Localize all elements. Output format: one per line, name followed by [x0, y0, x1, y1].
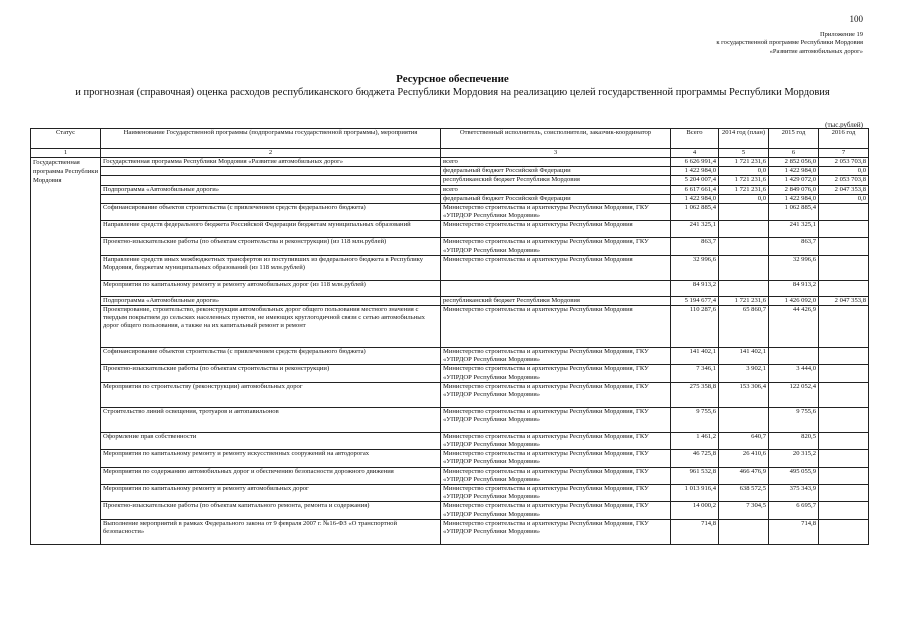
resp-cell: Министерство строительства и архитектуры Республики Мордовия — [441, 255, 671, 280]
name-cell: Проектно-изыскательские работы (по объектам строительства и реконструкции) — [101, 365, 441, 382]
y2014-cell: 1 721 231,6 — [719, 158, 769, 167]
y2016-cell — [819, 382, 869, 407]
total-cell: 9 755,6 — [671, 407, 719, 432]
y2015-cell: 863,7 — [769, 238, 819, 255]
total-cell: 5 204 007,4 — [671, 176, 719, 185]
y2015-cell: 495 055,9 — [769, 467, 819, 484]
y2014-cell: 466 476,9 — [719, 467, 769, 484]
y2014-cell: 0,0 — [719, 167, 769, 176]
total-cell: 1 013 916,4 — [671, 485, 719, 502]
name-cell: Направление средств федерального бюджета Российской Федерации бюджетам муниципальных образований — [101, 221, 441, 238]
resp-cell: Министерство строительства и архитектуры Республики Мордовия, ГКУ «УПРДОР Республики Мордовия» — [441, 432, 671, 449]
resp-cell: Министерство строительства и архитектуры Республики Мордовия, ГКУ «УПРДОР Республики Мордовия» — [441, 467, 671, 484]
name-cell: Софинансирование объектов строительства (с привлечением средств федерального бюджета) — [101, 204, 441, 221]
header-2015: 2015 год — [769, 129, 819, 149]
resp-cell: федеральный бюджет Российской Федерации — [441, 167, 671, 176]
column-number: 7 — [819, 149, 869, 158]
total-cell: 275 358,8 — [671, 382, 719, 407]
units-label: (тыс.рублей) — [825, 121, 863, 129]
y2016-cell — [819, 280, 869, 296]
header-name: Наименование Государственной программы (подпрограммы государственной программы), мероприятия — [101, 129, 441, 149]
y2014-cell — [719, 280, 769, 296]
name-cell — [101, 167, 441, 176]
y2015-cell: 1 062 885,4 — [769, 204, 819, 221]
resp-cell: Министерство строительства и архитектуры Республики Мордовия, ГКУ «УПРДОР Республики Мордовия» — [441, 485, 671, 502]
y2016-cell — [819, 450, 869, 467]
y2016-cell — [819, 407, 869, 432]
total-cell: 141 402,1 — [671, 348, 719, 365]
table-row — [31, 221, 869, 238]
y2014-cell — [719, 255, 769, 280]
y2015-cell — [769, 348, 819, 365]
column-number: 3 — [441, 149, 671, 158]
header-2014: 2014 год (план) — [719, 129, 769, 149]
resp-cell: Министерство строительства и архитектуры Республики Мордовия, ГКУ «УПРДОР Республики Мордовия» — [441, 502, 671, 519]
y2016-cell: 2 053 703,8 — [819, 158, 869, 167]
table-row — [31, 450, 869, 467]
name-cell: Подпрограмма «Автомобильные дороги» — [101, 296, 441, 305]
y2014-cell: 153 306,4 — [719, 382, 769, 407]
y2015-cell: 9 755,6 — [769, 407, 819, 432]
appendix-line-3: «Развитие автомобильных дорог» — [769, 47, 863, 55]
total-cell: 110 287,6 — [671, 306, 719, 348]
table-row — [31, 296, 869, 305]
y2015-cell: 32 996,6 — [769, 255, 819, 280]
y2014-cell: 3 902,1 — [719, 365, 769, 382]
total-cell: 1 422 984,0 — [671, 167, 719, 176]
resp-cell: Министерство строительства и архитектуры Республики Мордовия, ГКУ «УПРДОР Республики Мордовия» — [441, 238, 671, 255]
y2016-cell — [819, 485, 869, 502]
y2015-cell: 1 429 072,0 — [769, 176, 819, 185]
status-cell: Государственная программа Республики Мордовия — [31, 158, 101, 545]
name-cell: Направление средств иных межбюджетных трансфертов из поступивших из федерального бюджета в Республику Мордовия, бюджетам муниципальных образований (из 118 млн.рублей) — [101, 255, 441, 280]
appendix-line-2: к государственной программе Республики Мордовия — [716, 39, 863, 47]
y2015-cell: 714,8 — [769, 519, 819, 544]
name-cell: Оформление прав собственности — [101, 432, 441, 449]
y2016-cell: 2 047 353,8 — [819, 185, 869, 194]
y2014-cell: 640,7 — [719, 432, 769, 449]
y2014-cell: 7 304,5 — [719, 502, 769, 519]
total-cell: 7 346,1 — [671, 365, 719, 382]
y2016-cell: 0,0 — [819, 167, 869, 176]
column-number: 2 — [101, 149, 441, 158]
y2015-cell: 3 444,0 — [769, 365, 819, 382]
header-2016: 2016 год — [819, 129, 869, 149]
table-row — [31, 467, 869, 484]
y2014-cell: 65 860,7 — [719, 306, 769, 348]
name-cell: Строительство линий освещения, тротуаров и автопавильонов — [101, 407, 441, 432]
appendix-note — [716, 31, 863, 56]
total-cell: 32 996,6 — [671, 255, 719, 280]
header-total: Всего — [671, 129, 719, 149]
resp-cell — [441, 280, 671, 296]
table-row — [31, 502, 869, 519]
y2016-cell — [819, 365, 869, 382]
table-row — [31, 158, 869, 167]
table-row — [31, 185, 869, 194]
y2014-cell: 26 410,6 — [719, 450, 769, 467]
total-cell: 6 626 991,4 — [671, 158, 719, 167]
y2016-cell: 0,0 — [819, 194, 869, 203]
table-row — [31, 194, 869, 203]
y2014-cell — [719, 407, 769, 432]
resp-cell: Министерство строительства и архитектуры Республики Мордовия — [441, 221, 671, 238]
appendix-line-1: Приложение 19 — [819, 31, 863, 38]
resp-cell: федеральный бюджет Российской Федерации — [441, 194, 671, 203]
name-cell: Выполнение мероприятий в рамках Федерального закона от 9 февраля 2007 г. №16-ФЗ «О транспортной безопасности» — [101, 519, 441, 544]
y2016-cell: 2 047 353,8 — [819, 296, 869, 305]
document-subtitle: и прогнозная (справочная) оценка расходов республиканского бюджета Республики Мордовия на реализацию целей государственной программы Республики Мордовия — [75, 87, 830, 98]
table-row — [31, 407, 869, 432]
y2015-cell: 44 426,9 — [769, 306, 819, 348]
name-cell: Подпрограмма «Автомобильные дороги» — [101, 185, 441, 194]
y2016-cell — [819, 348, 869, 365]
column-number: 4 — [671, 149, 719, 158]
table-row — [31, 485, 869, 502]
table-row — [31, 280, 869, 296]
y2014-cell — [719, 238, 769, 255]
y2014-cell: 1 721 231,6 — [719, 185, 769, 194]
resp-cell: Министерство строительства и архитектуры Республики Мордовия, ГКУ «УПРДОР Республики Мордовия» — [441, 348, 671, 365]
y2014-cell — [719, 204, 769, 221]
resp-cell: Министерство строительства и архитектуры Республики Мордовия, ГКУ «УПРДОР Республики Мордовия» — [441, 382, 671, 407]
resp-cell: Министерство строительства и архитектуры Республики Мордовия, ГКУ «УПРДОР Республики Мордовия» — [441, 365, 671, 382]
y2014-cell: 1 721 231,6 — [719, 176, 769, 185]
y2016-cell — [819, 204, 869, 221]
resp-cell: Министерство строительства и архитектуры Республики Мордовия, ГКУ «УПРДОР Республики Мордовия» — [441, 519, 671, 544]
y2015-cell: 1 426 092,0 — [769, 296, 819, 305]
column-number: 6 — [769, 149, 819, 158]
column-number-row — [31, 149, 869, 158]
name-cell: Мероприятия по капитальному ремонту и ремонту автомобильных дорог — [101, 485, 441, 502]
resp-cell: всего — [441, 185, 671, 194]
total-cell: 6 617 661,4 — [671, 185, 719, 194]
resp-cell: всего — [441, 158, 671, 167]
y2015-cell: 6 695,7 — [769, 502, 819, 519]
total-cell: 1 461,2 — [671, 432, 719, 449]
resp-cell: Министерство строительства и архитектуры Республики Мордовия, ГКУ «УПРДОР Республики Мордовия» — [441, 450, 671, 467]
y2016-cell — [819, 467, 869, 484]
header-responsible: Ответственный исполнитель, соисполнители, заказчик-координатор — [441, 129, 671, 149]
total-cell: 241 325,1 — [671, 221, 719, 238]
header-row — [31, 129, 869, 149]
table-row — [31, 348, 869, 365]
table-row — [31, 204, 869, 221]
y2015-cell: 2 852 056,0 — [769, 158, 819, 167]
y2014-cell: 141 402,1 — [719, 348, 769, 365]
total-cell: 46 725,8 — [671, 450, 719, 467]
table-row — [31, 255, 869, 280]
name-cell: Мероприятия по капитальному ремонту и ремонту искусственных сооружений на автодорогах — [101, 450, 441, 467]
y2015-cell: 241 325,1 — [769, 221, 819, 238]
resp-cell: республиканский бюджет Республики Мордовия — [441, 176, 671, 185]
table-row — [31, 306, 869, 348]
y2016-cell — [819, 432, 869, 449]
name-cell: Проектно-изыскательские работы (по объектам строительства и реконструкции) (из 118 млн.рублей) — [101, 238, 441, 255]
y2015-cell: 1 422 984,0 — [769, 167, 819, 176]
y2016-cell — [819, 306, 869, 348]
y2016-cell — [819, 502, 869, 519]
name-cell: Мероприятия по строительству (реконструкции) автомобильных дорог — [101, 382, 441, 407]
total-cell: 863,7 — [671, 238, 719, 255]
y2014-cell — [719, 221, 769, 238]
table-row — [31, 365, 869, 382]
y2016-cell — [819, 238, 869, 255]
header-status: Статус — [31, 129, 101, 149]
table-body — [31, 158, 869, 545]
table-row — [31, 176, 869, 185]
y2016-cell — [819, 221, 869, 238]
table-row — [31, 382, 869, 407]
y2016-cell — [819, 255, 869, 280]
y2015-cell: 1 422 984,0 — [769, 194, 819, 203]
total-cell: 1 062 885,4 — [671, 204, 719, 221]
name-cell: Государственная программа Республики Мордовия «Развитие автомобильных дорог» — [101, 158, 441, 167]
y2015-cell: 20 315,2 — [769, 450, 819, 467]
y2016-cell — [819, 519, 869, 544]
total-cell: 14 000,2 — [671, 502, 719, 519]
column-number: 1 — [31, 149, 101, 158]
y2015-cell: 375 343,9 — [769, 485, 819, 502]
name-cell — [101, 176, 441, 185]
column-number: 5 — [719, 149, 769, 158]
name-cell: Проектирование, строительство, реконструкция автомобильных дорог общего пользования местного значения с твердым покрытием до сельских населенных пунктов, не имеющих круглогодичной связи с сетью автомобильных дорог общего пользования, а также на их капитальный ремонт и ремонт — [101, 306, 441, 348]
resp-cell: Министерство строительства и архитектуры Республики Мордовия, ГКУ «УПРДОР Республики Мордовия» — [441, 204, 671, 221]
y2015-cell: 84 913,2 — [769, 280, 819, 296]
resp-cell: республиканский бюджет Республики Мордовия — [441, 296, 671, 305]
y2014-cell — [719, 519, 769, 544]
total-cell: 961 532,8 — [671, 467, 719, 484]
table-row — [31, 167, 869, 176]
y2014-cell: 1 721 231,6 — [719, 296, 769, 305]
resp-cell: Министерство строительства и архитектуры Республики Мордовия, ГКУ «УПРДОР Республики Мордовия» — [441, 407, 671, 432]
name-cell: Мероприятия по капитальному ремонту и ремонту автомобильных дорог (из 118 млн.рублей) — [101, 280, 441, 296]
y2015-cell: 2 849 076,0 — [769, 185, 819, 194]
y2014-cell: 0,0 — [719, 194, 769, 203]
name-cell: Мероприятия по содержанию автомобильных дорог и обеспечению безопасности дорожного движения — [101, 467, 441, 484]
total-cell: 1 422 984,0 — [671, 194, 719, 203]
total-cell: 714,8 — [671, 519, 719, 544]
y2014-cell: 638 572,5 — [719, 485, 769, 502]
y2015-cell: 122 052,4 — [769, 382, 819, 407]
name-cell: Проектно-изыскательские работы (по объектам капитального ремонта, ремонта и содержания) — [101, 502, 441, 519]
document-title: Ресурсное обеспечение — [396, 73, 509, 85]
table-row — [31, 519, 869, 544]
y2016-cell: 2 053 703,8 — [819, 176, 869, 185]
total-cell: 84 913,2 — [671, 280, 719, 296]
name-cell: Софинансирование объектов строительства (с привлечением средств федерального бюджета) — [101, 348, 441, 365]
page-number: 100 — [849, 14, 863, 24]
y2015-cell: 820,5 — [769, 432, 819, 449]
resource-table — [30, 128, 869, 545]
name-cell — [101, 194, 441, 203]
resp-cell: Министерство строительства и архитектуры Республики Мордовия — [441, 306, 671, 348]
total-cell: 5 194 677,4 — [671, 296, 719, 305]
table-row — [31, 432, 869, 449]
table-row — [31, 238, 869, 255]
